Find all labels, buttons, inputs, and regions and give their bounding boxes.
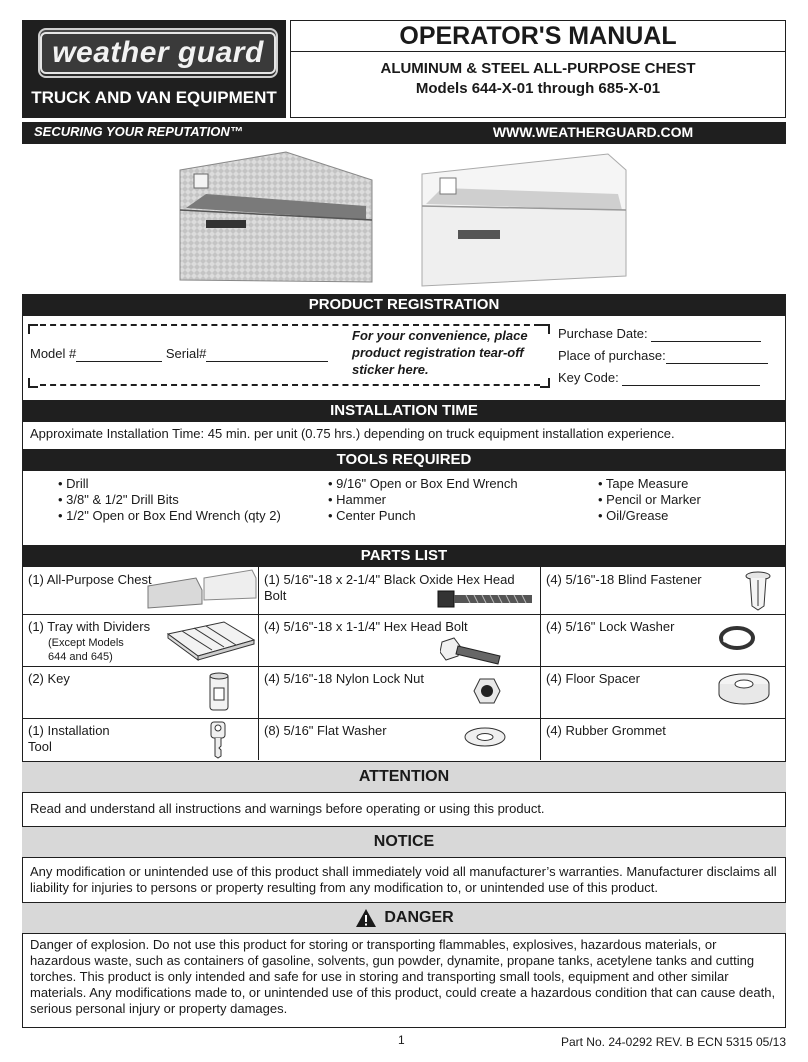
section-attention: ATTENTION <box>22 761 786 793</box>
part-number: Part No. 24-0292 REV. B ECN 5315 05/13 <box>560 1035 786 1049</box>
page-title: OPERATOR'S MANUAL <box>399 22 677 50</box>
section-parts-list: PARTS LIST <box>22 545 786 567</box>
warning-triangle-icon <box>355 908 377 928</box>
purchase-date-label: Purchase Date: <box>558 326 648 341</box>
long-bolt-icon <box>436 588 536 610</box>
installation-text: Approximate Installation Time: 45 min. per unit (0.75 hrs.) depending on truck equipment installation experience. <box>30 426 675 441</box>
slogan: SECURING YOUR REPUTATION™ <box>34 124 243 139</box>
lock-washer-icon <box>718 624 756 652</box>
hex-bolt-icon <box>440 636 504 666</box>
part-key: (2) Key <box>28 671 70 686</box>
part-lock-washer: (4) 5/16" Lock Washer <box>546 619 675 634</box>
part-all-purpose-chest: (1) All-Purpose Chest <box>28 572 152 587</box>
parts-row-divider <box>22 718 786 719</box>
tool-item: • Hammer <box>328 492 386 507</box>
product-subtitle: ALUMINUM & STEEL ALL-PURPOSE CHEST <box>380 60 696 77</box>
parts-col-divider <box>258 567 259 760</box>
corner-mark <box>540 378 550 388</box>
weather-guard-logo <box>38 28 278 78</box>
key-socket-icon <box>204 670 234 714</box>
section-product-registration: PRODUCT REGISTRATION <box>22 294 786 316</box>
brand-tagline: TRUCK AND VAN EQUIPMENT <box>31 88 277 107</box>
purchase-date-field[interactable] <box>558 326 761 342</box>
part-blind-fastener: (4) 5/16"-18 Blind Fastener <box>546 572 702 587</box>
section-installation-time: INSTALLATION TIME <box>22 400 786 422</box>
tools-col-2 <box>328 476 518 524</box>
section-danger <box>22 902 786 934</box>
corner-mark <box>28 378 38 388</box>
key-code-label: Key Code: <box>558 370 619 385</box>
key-code-field[interactable] <box>558 370 760 386</box>
page-number: 1 <box>398 1033 405 1047</box>
tool-item: • 3/8" & 1/2" Drill Bits <box>58 492 179 507</box>
chest-icon <box>146 568 258 612</box>
tool-item: • Oil/Grease <box>598 508 669 523</box>
serial-label: Serial# <box>165 346 207 361</box>
website-link[interactable]: WWW.WEATHERGUARD.COM <box>492 124 694 140</box>
tray-exception-note: (Except Models 644 and 645) <box>48 637 124 663</box>
tool-item: • Center Punch <box>328 508 416 523</box>
parts-col-divider <box>540 567 541 760</box>
key-icon <box>206 720 230 760</box>
section-tools-required: TOOLS REQUIRED <box>22 449 786 471</box>
place-of-purchase-field[interactable] <box>558 348 768 364</box>
corner-mark <box>28 324 38 334</box>
tool-item: • 1/2" Open or Box End Wrench (qty 2) <box>58 508 281 523</box>
tear-line-bottom <box>40 384 540 386</box>
tools-col-3 <box>598 476 701 524</box>
tools-col-1 <box>58 476 281 524</box>
part-nylon-lock-nut: (4) 5/16"-18 Nylon Lock Nut <box>264 671 424 686</box>
grommet-icon <box>700 724 740 754</box>
tear-line-top <box>40 324 540 326</box>
tool-item: • Pencil or Marker <box>598 492 701 507</box>
part-hex-head-bolt: (4) 5/16"-18 x 1-1/4" Hex Head Bolt <box>264 619 468 634</box>
blind-fastener-icon <box>744 570 772 612</box>
part-tray-with-dividers: (1) Tray with Dividers <box>28 619 151 634</box>
flat-washer-icon <box>462 724 508 750</box>
model-field[interactable] <box>30 346 328 362</box>
notice-text: Any modification or unintended use of this product shall immediately void all manufacturer’s warranties. Manufacturer disclaims all liability for injuries to persons or property resulting from any modification to, or unintended use of this product. <box>30 864 777 895</box>
place-of-purchase-label: Place of purchase: <box>558 348 666 363</box>
logo-wordmark: weather guard <box>40 32 276 74</box>
part-rubber-grommet: (4) Rubber Grommet <box>546 723 666 738</box>
floor-spacer-icon <box>716 668 772 708</box>
lock-nut-icon <box>472 676 502 706</box>
steel-chest-photo <box>418 150 630 292</box>
tool-item: • Tape Measure <box>598 476 689 491</box>
aluminum-chest-photo <box>176 150 376 292</box>
parts-row-divider <box>22 666 786 667</box>
part-installation-tool: (1) Installation Tool <box>28 723 110 754</box>
danger-text: Danger of explosion. Do not use this product for storing or transporting flammables, explosives, hazardous materials, or hazardous waste, such as containers of gasoline, solvents, gun powder, dynamite, propane tanks, acetylene tanks and cutting torches. This product is only intended and safe for use in storing and transporting small tools, equipment and other similar materials. Any modifications made to, or unintended use of this product, could create a hazardous condition that can cause death, serious personal injury or property damages. <box>30 937 776 1016</box>
tool-item: • Drill <box>58 476 89 491</box>
sticker-note: For your convenience, place product registration tear-off sticker here. <box>352 328 528 377</box>
model-label: Model # <box>30 346 77 361</box>
parts-row-divider <box>22 614 786 615</box>
tray-icon <box>164 620 258 662</box>
danger-heading: DANGER <box>384 909 454 926</box>
tool-item: • 9/16" Open or Box End Wrench <box>328 476 518 491</box>
part-floor-spacer: (4) Floor Spacer <box>546 671 640 686</box>
part-flat-washer: (8) 5/16" Flat Washer <box>264 723 387 738</box>
part-black-oxide-bolt: (1) 5/16"-18 x 2-1/4" Black Oxide Hex Head Bolt <box>264 572 515 603</box>
attention-text: Read and understand all instructions and warnings before operating or using this product. <box>30 801 545 816</box>
section-notice: NOTICE <box>22 826 786 858</box>
model-range: Models 644-X-01 through 685-X-01 <box>415 80 661 97</box>
